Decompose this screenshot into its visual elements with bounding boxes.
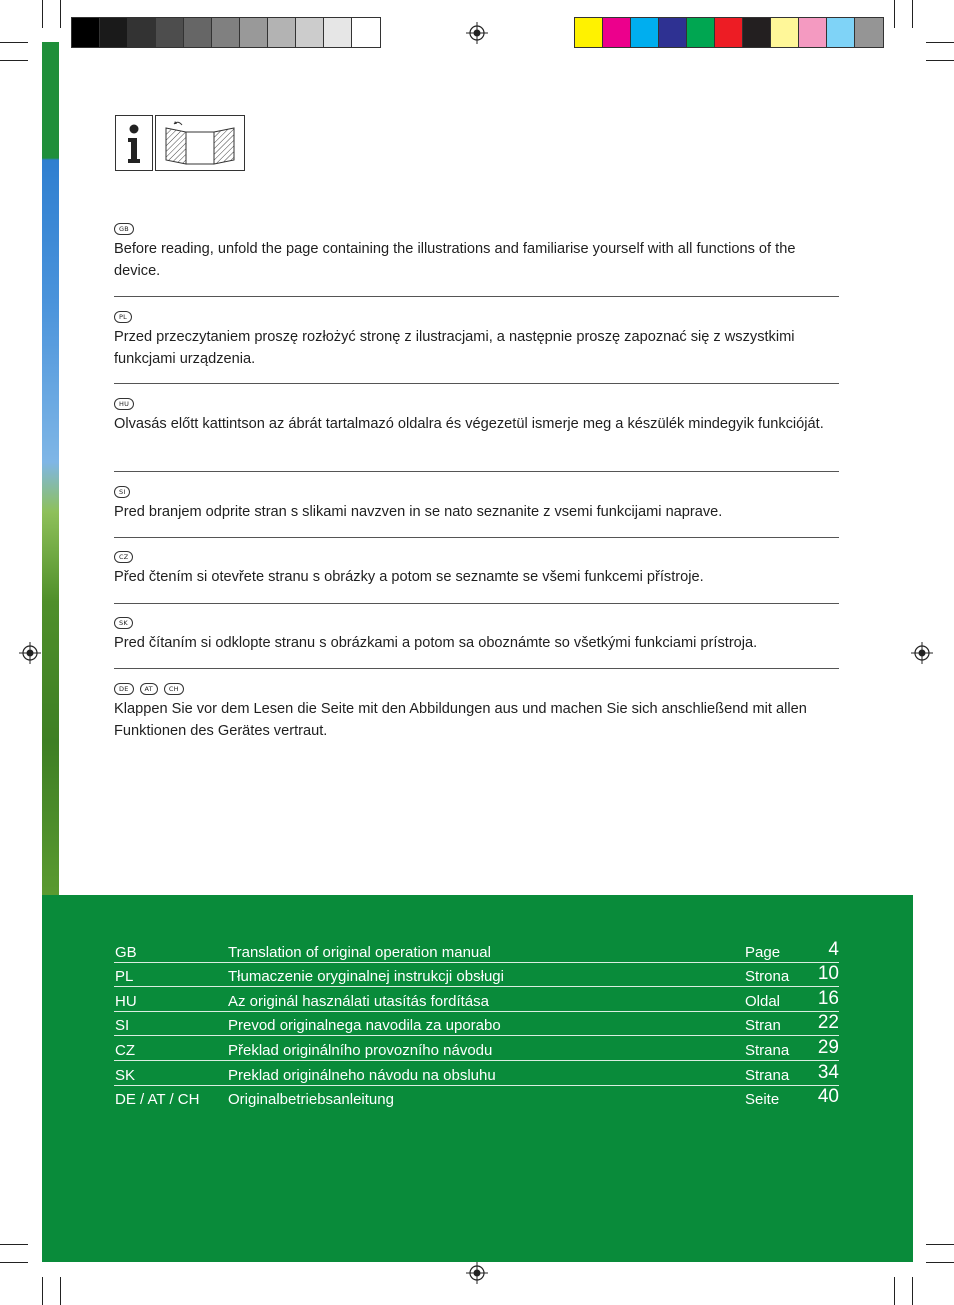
toc-row xyxy=(114,938,839,963)
language-badge: CH xyxy=(164,683,184,695)
language-section xyxy=(114,223,839,282)
color-swatch xyxy=(771,18,799,47)
toc-page-number: 16 xyxy=(817,987,839,1009)
language-badge: AT xyxy=(140,683,158,695)
grayscale-swatch xyxy=(212,18,240,47)
table-of-contents xyxy=(114,938,839,1109)
toc-language-code: CZ xyxy=(115,1041,135,1059)
color-swatch xyxy=(827,18,855,47)
toc-page-number: 4 xyxy=(828,938,839,960)
grayscale-swatch xyxy=(240,18,268,47)
color-swatch xyxy=(799,18,827,47)
instruction-text: Pred čítaním si odklopte stranu s obrázkami a potom sa oboznámte so všetkými funkciami prístroja. xyxy=(114,635,758,651)
language-badge: GB xyxy=(114,223,134,235)
grayscale-swatch xyxy=(156,18,184,47)
language-badge: PL xyxy=(114,311,132,323)
toc-page-number: 34 xyxy=(817,1061,839,1083)
toc-language-code: HU xyxy=(115,992,137,1010)
language-badge: SK xyxy=(114,617,133,629)
grayscale-swatch xyxy=(184,18,212,47)
toc-language-code: DE / AT / CH xyxy=(115,1091,200,1109)
toc-language-code: GB xyxy=(115,943,137,961)
language-badges xyxy=(114,486,839,498)
section-divider xyxy=(114,668,839,669)
toc-page-label: Strana xyxy=(745,1041,790,1059)
toc-title: Překlad originálního provozního návodu xyxy=(228,1041,493,1059)
color-swatch xyxy=(575,18,603,47)
toc-row xyxy=(114,963,839,988)
toc-language-code: SI xyxy=(115,1017,130,1035)
toc-page-label: Stran xyxy=(745,1017,781,1035)
grayscale-swatch xyxy=(324,18,352,47)
color-swatch xyxy=(855,18,883,47)
toc-title: Az originál használati utasítás fordítása xyxy=(228,992,489,1010)
toc-row xyxy=(114,1061,839,1086)
color-swatch xyxy=(715,18,743,47)
unfold-page-icon xyxy=(155,115,245,171)
toc-page-label: Strona xyxy=(745,968,790,986)
color-swatch xyxy=(743,18,771,47)
language-badge: CZ xyxy=(114,551,133,563)
toc-row xyxy=(114,987,839,1012)
grayscale-bar xyxy=(71,17,381,48)
section-divider xyxy=(114,383,839,384)
section-divider xyxy=(114,296,839,297)
toc-row xyxy=(114,1036,839,1061)
toc-page-number: 40 xyxy=(817,1086,839,1108)
language-badge: HU xyxy=(114,398,134,410)
toc-title: Preklad originálneho návodu na obsluhu xyxy=(228,1066,496,1084)
grayscale-swatch xyxy=(296,18,324,47)
toc-row xyxy=(114,1012,839,1037)
section-divider xyxy=(114,537,839,538)
instruction-text: Przed przeczytaniem proszę rozłożyć stronę z ilustracjami, a następnie proszę zapoznać się z wszystkimi funkcjami urządzenia. xyxy=(114,329,795,367)
language-section xyxy=(114,683,839,742)
instruction-text: Before reading, unfold the page containing the illustrations and familiarise yourself with all functions of the device. xyxy=(114,241,796,279)
toc-page-number: 22 xyxy=(817,1012,839,1034)
toc-title: Translation of original operation manual xyxy=(228,943,491,961)
color-bar xyxy=(574,17,884,48)
registration-mark-icon xyxy=(19,642,41,664)
language-section xyxy=(114,311,839,370)
language-section xyxy=(114,617,839,654)
language-badges xyxy=(114,398,839,410)
toc-page-label: Seite xyxy=(745,1091,780,1109)
section-divider xyxy=(114,471,839,472)
instruction-text: Před čtením si otevřete stranu s obrázky a potom se seznamte se všemi funkcemi přístroje. xyxy=(114,569,704,585)
grayscale-swatch xyxy=(268,18,296,47)
section-divider xyxy=(114,603,839,604)
language-section xyxy=(114,486,839,523)
toc-language-code: SK xyxy=(115,1066,136,1084)
registration-mark-icon xyxy=(911,642,933,664)
language-section xyxy=(114,398,839,435)
instruction-text: Olvasás előtt kattintson az ábrát tartalmazó oldalra és végezetül ismerje meg a készülék mindegyik funkcióját. xyxy=(114,416,824,432)
instruction-text: Klappen Sie vor dem Lesen die Seite mit den Abbildungen aus und machen Sie sich anschließend mit allen Funktionen des Gerätes vertraut. xyxy=(114,701,807,739)
registration-mark-icon xyxy=(466,22,488,44)
language-badges xyxy=(114,683,839,695)
grayscale-swatch xyxy=(72,18,100,47)
grayscale-swatch xyxy=(100,18,128,47)
language-section xyxy=(114,551,839,588)
language-badges xyxy=(114,617,839,629)
toc-page-number: 10 xyxy=(817,963,839,985)
color-swatch xyxy=(659,18,687,47)
language-badges xyxy=(114,223,839,235)
language-badges xyxy=(114,551,839,563)
toc-page-label: Page xyxy=(745,943,781,961)
language-badge: DE xyxy=(114,683,134,695)
toc-page-label: Oldal xyxy=(745,992,781,1010)
toc-page-number: 29 xyxy=(817,1036,839,1058)
toc-language-code: PL xyxy=(115,968,134,986)
color-swatch xyxy=(687,18,715,47)
registration-mark-icon xyxy=(466,1262,488,1284)
grayscale-swatch xyxy=(352,18,380,47)
grayscale-swatch xyxy=(128,18,156,47)
color-swatch xyxy=(603,18,631,47)
toc-title: Prevod originalnega navodila za uporabo xyxy=(228,1017,501,1035)
toc-title: Originalbetriebsanleitung xyxy=(228,1091,394,1109)
language-badge: SI xyxy=(114,486,130,498)
instruction-text: Pred branjem odprite stran s slikami navzven in se nato seznanite z vsemi funkcijami naprave. xyxy=(114,504,723,520)
toc-page-label: Strana xyxy=(745,1066,790,1084)
color-swatch xyxy=(631,18,659,47)
language-badges xyxy=(114,311,839,323)
toc-title: Tłumaczenie oryginalnej instrukcji obsługi xyxy=(228,968,504,986)
side-image-strip xyxy=(42,42,59,895)
toc-row xyxy=(114,1086,839,1110)
info-icon xyxy=(115,115,153,171)
